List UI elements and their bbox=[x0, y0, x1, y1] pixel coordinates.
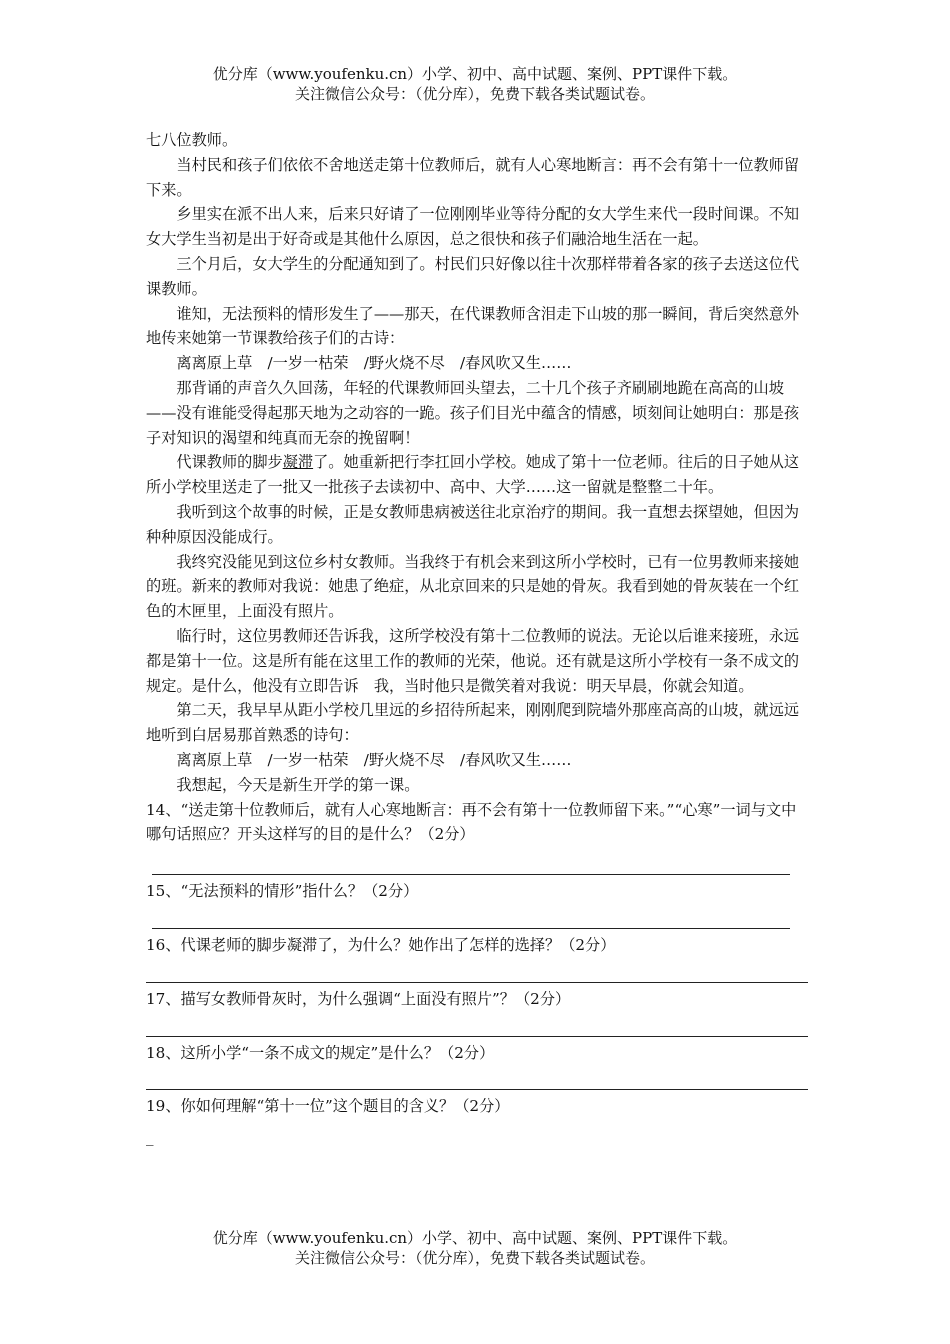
passage-paragraph: 第二天，我早早从距小学校几里远的乡招待所起来，刚刚爬到院墙外那座高高的山坡，就远远地听到白居易那首熟悉的诗句： bbox=[146, 701, 800, 745]
question-18: 18、这所小学“一条不成文的规定”是什么？（2分） bbox=[146, 1043, 495, 1062]
page-footer bbox=[0, 1228, 950, 1268]
passage-paragraph: 那背诵的声音久久回荡，年轻的代课教师回头望去，二十几个孩子齐刷刷地跪在高高的山坡——没有谁能受得起那天地为之动容的一跪。孩子们目光中蕴含的情感，顷刻间让她明白：那是孩子对知识的渴望和纯真而无奈的挽留啊！ bbox=[146, 378, 800, 447]
passage-paragraph: 我听到这个故事的时候，正是女教师患病被送往北京治疗的期间。我一直想去探望她，但因为种种原因没能成行。 bbox=[146, 502, 800, 546]
passage-paragraph: 当村民和孩子们依依不舍地送走第十位教师后，就有人心寒地断言：再不会有第十一位教师留下来。 bbox=[146, 155, 800, 199]
answer-line-14[interactable] bbox=[152, 874, 790, 875]
passage-paragraph: 谁知，无法预料的情形发生了——那天，在代课教师含泪走下山坡的那一瞬间，背后突然意外地传来她第一节课教给孩子们的古诗： bbox=[146, 304, 800, 348]
underlined-word: 凝滞 bbox=[282, 453, 314, 472]
passage-paragraph: 临行时，这位男教师还告诉我，这所学校没有第十二位教师的说法。无论以后谁来接班，永远都是第十一位。这是所有能在这里工作的教师的光荣，他说。还有就是这所小学校有一条不成文的规定。是什么，他没有立即告诉 我，当时他只是微笑着对我说：明天早晨，你就会知道。 bbox=[146, 626, 800, 695]
header-line-2: 关注微信公众号：（优分库），免费下载各类试题试卷。 bbox=[294, 85, 655, 103]
passage-text: 了。她重新把行李扛回小学校。她成了第十一位老师。往后的日子她从这所小学校里送走了一批又一批孩子去读初中、高中、大学……这一留就是整整二十年。 bbox=[146, 453, 800, 497]
footer-line-1: 优分库（www.youfenku.cn）小学、初中、高中试题、案例、PPT课件下载。 bbox=[212, 1229, 738, 1247]
question-17: 17、描写女教师骨灰时，为什么强调“上面没有照片”？（2分） bbox=[146, 989, 571, 1008]
question-15: 15、“无法预料的情形”指什么？（2分） bbox=[146, 882, 419, 901]
answer-line-18[interactable] bbox=[146, 1089, 808, 1090]
page-header bbox=[0, 64, 950, 104]
question-14: 14、“送走第十位教师后，就有人心寒地断言：再不会有第十一位教师留下来。”“心寒”一词与文中哪句话照应？开头这样写的目的是什么？（2分） bbox=[146, 800, 797, 844]
passage-paragraph: 七八位教师。 bbox=[146, 131, 238, 149]
passage-paragraph: 我想起，今天是新生开学的第一课。 bbox=[176, 775, 420, 794]
answer-line-15[interactable] bbox=[152, 928, 790, 929]
passage-text: 代课教师的脚步 bbox=[176, 453, 283, 472]
header-line-1: 优分库（www.youfenku.cn）小学、初中、高中试题、案例、PPT课件下载。 bbox=[212, 65, 738, 83]
document-body bbox=[146, 128, 810, 1147]
answer-line-17[interactable] bbox=[146, 1036, 808, 1037]
question-19: 19、你如何理解“第十一位”这个题目的含义？（2分） bbox=[146, 1097, 510, 1116]
answer-line-16[interactable] bbox=[146, 982, 808, 983]
passage-paragraph: 三个月后，女大学生的分配通知到了。村民们只好像以往十次那样带着各家的孩子去送这位代课教师。 bbox=[146, 254, 800, 298]
poem-line: 离离原上草 /一岁一枯荣 /野火烧不尽 /春风吹又生…… bbox=[176, 750, 572, 769]
answer-blank-19[interactable]: _ bbox=[146, 1128, 154, 1147]
passage-paragraph bbox=[146, 450, 810, 500]
passage-paragraph: 乡里实在派不出人来，后来只好请了一位刚刚毕业等待分配的女大学生来代一段时间课。不知女大学生当初是出于好奇或是其他什么原因，总之很快和孩子们融洽地生活在一起。 bbox=[146, 205, 800, 249]
footer-line-2: 关注微信公众号：（优分库），免费下载各类试题试卷。 bbox=[294, 1249, 655, 1267]
question-16: 16、代课老师的脚步凝滞了，为什么？她作出了怎样的选择？（2分） bbox=[146, 935, 616, 954]
poem-line: 离离原上草 /一岁一枯荣 /野火烧不尽 /春风吹又生…… bbox=[176, 354, 572, 373]
passage-paragraph: 我终究没能见到这位乡村女教师。当我终于有机会来到这所小学校时，已有一位男教师来接她的班。新来的教师对我说：她患了绝症，从北京回来的只是她的骨灰。我看到她的骨灰装在一个红色的木匣里，上面没有照片。 bbox=[146, 552, 800, 621]
